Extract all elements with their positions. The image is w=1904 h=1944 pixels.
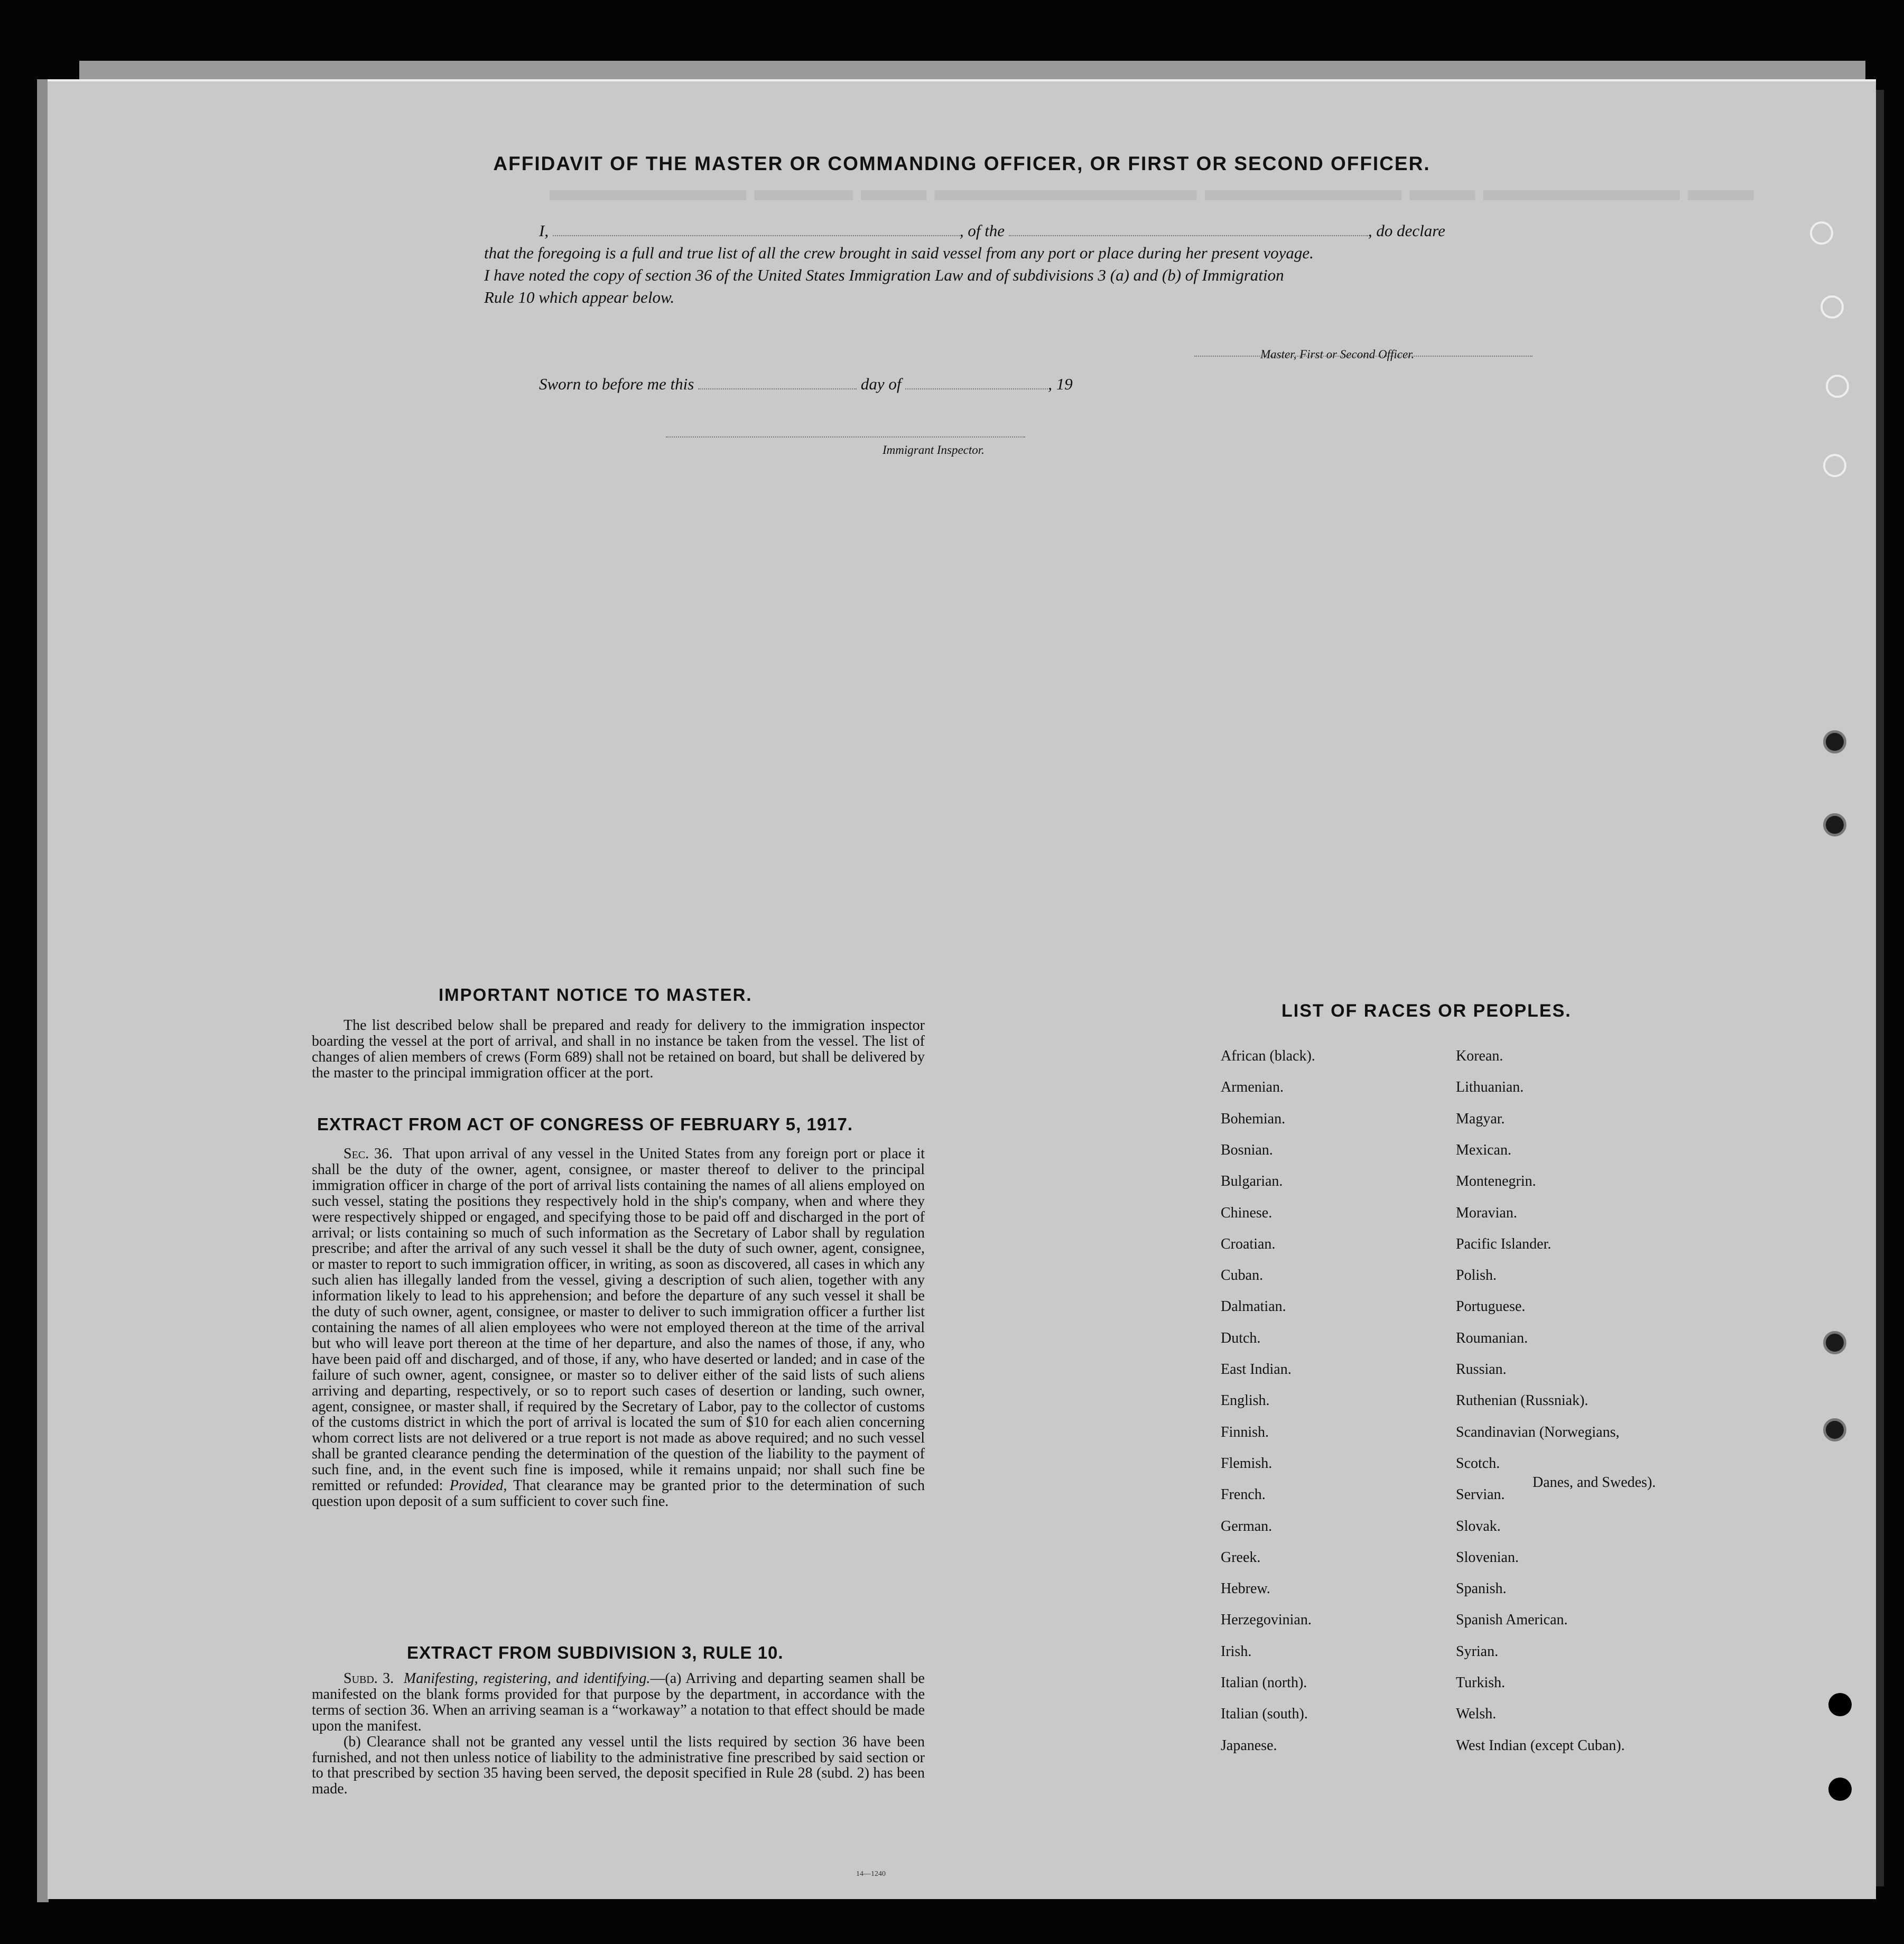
race-item: Portuguese. <box>1456 1298 1526 1315</box>
race-item-scandinavian-cont: Danes, and Swedes). <box>1533 1474 1656 1491</box>
race-item: Italian (north). <box>1221 1675 1307 1691</box>
act-paragraph-end: That clearance may be granted prior to the determination of such question upon deposit of a sum sufficient to cover such fine. <box>312 1477 925 1510</box>
master-signature-label: Master, First or Second Officer. <box>1260 348 1415 361</box>
races-title: LIST OF RACES OR PEOPLES. <box>1281 1001 1572 1021</box>
race-item: Roumanian. <box>1456 1329 1528 1346</box>
race-item: Slovak. <box>1456 1518 1501 1534</box>
rule-heading: Manifesting, registering, and identifying. <box>403 1670 651 1687</box>
race-item: Greek. <box>1221 1549 1261 1566</box>
page-stack-edge-top <box>79 61 1865 82</box>
race-item: Scotch. <box>1456 1455 1500 1472</box>
race-item: Spanish American. <box>1456 1612 1568 1629</box>
punch-hole <box>1826 375 1849 398</box>
rule-title: EXTRACT FROM SUBDIVISION 3, RULE 10. <box>407 1643 784 1662</box>
punch-hole <box>1821 295 1844 319</box>
race-item: Polish. <box>1456 1267 1497 1284</box>
race-item: Servian. <box>1456 1486 1505 1503</box>
sworn-day-blank[interactable] <box>698 376 857 389</box>
act-section: Sec. 36. <box>343 1146 393 1162</box>
declaration-i: I, <box>539 221 549 240</box>
document-page <box>48 79 1876 1899</box>
race-item: Croatian. <box>1221 1235 1276 1252</box>
inspector-signature-line[interactable] <box>666 424 1025 438</box>
act-text <box>312 1146 925 1510</box>
punch-hole <box>1823 813 1846 836</box>
notice-paragraph: The list described below shall be prepared and ready for delivery to the immigration inspector boarding the vessel at the port of arrival, and shall in no instance be taken from the vessel. The list of changes of alien members of crews (Form 689) shall not be retained on board, but shall be delivered by the master to the principal immigration officer at the port. <box>312 1017 925 1081</box>
race-item: Bohemian. <box>1221 1110 1286 1127</box>
race-item: Russian. <box>1456 1361 1507 1378</box>
race-item: Korean. <box>1456 1048 1503 1064</box>
affidavit-title: AFFIDAVIT OF THE MASTER OR COMMANDING OFFICER, OR FIRST OR SECOND OFFICER. <box>493 153 1431 174</box>
race-item: Syrian. <box>1456 1643 1499 1660</box>
race-item: Dutch. <box>1221 1329 1261 1346</box>
race-item: Irish. <box>1221 1643 1252 1660</box>
race-item: Dalmatian. <box>1221 1298 1286 1315</box>
punch-hole <box>1823 454 1846 477</box>
race-item: Bulgarian. <box>1221 1173 1283 1190</box>
race-item: Scandinavian (Norwegians, <box>1456 1424 1620 1440</box>
act-provided: Provided, <box>449 1477 507 1494</box>
rule-a: —(a) Arriving and departing seamen shall be manifested on the blank forms provided for that purpose by the department, in accordance with the terms of section 36. When an arriving seaman is a “workaway” a notation to that effect should be made upon the manifest. <box>312 1670 925 1734</box>
punch-hole <box>1823 730 1846 754</box>
race-item: Pacific Islander. <box>1456 1235 1552 1252</box>
race-item: Montenegrin. <box>1456 1173 1536 1190</box>
race-item: West Indian (except Cuban). <box>1456 1737 1625 1754</box>
race-item: English. <box>1221 1392 1270 1409</box>
rule-b: (b) Clearance shall not be granted any vessel until the lists required by section 36 have been furnished, and not then unless notice of liability to the administrative fine prescribed by said section or to that prescribed by section 35 having been served, the deposit specified in Rule 28 (subd. 2) has been made. <box>312 1733 925 1798</box>
notice-text <box>312 1018 925 1081</box>
declaration-of-the: , of the <box>959 221 1005 240</box>
rule-text <box>312 1671 925 1797</box>
punch-hole <box>1828 1778 1852 1801</box>
declaration-line-1 <box>539 221 1445 240</box>
race-item: Mexican. <box>1456 1141 1511 1158</box>
race-item: Japanese. <box>1221 1737 1277 1754</box>
race-item: Chinese. <box>1221 1204 1273 1221</box>
race-item: Welsh. <box>1456 1706 1497 1723</box>
sworn-line <box>539 375 1073 394</box>
race-item: Turkish. <box>1456 1675 1506 1691</box>
race-item: Armenian. <box>1221 1079 1284 1096</box>
sworn-day-of: day of <box>860 375 902 393</box>
notice-title: IMPORTANT NOTICE TO MASTER. <box>439 985 753 1004</box>
declaration-do-declare: , do declare <box>1368 221 1445 240</box>
form-number: 14—1240 <box>856 1870 886 1878</box>
act-title: EXTRACT FROM ACT OF CONGRESS OF FEBRUARY 5, 1917. <box>317 1114 853 1134</box>
declaration-line-2: that the foregoing is a full and true list of all the crew brought in said vessel from any port or place during her present voyage. <box>484 244 1314 262</box>
race-item: Flemish. <box>1221 1455 1273 1472</box>
race-item: German. <box>1221 1518 1273 1534</box>
vessel-blank[interactable] <box>1009 222 1368 236</box>
race-item: Magyar. <box>1456 1110 1505 1127</box>
race-item: Italian (south). <box>1221 1706 1308 1723</box>
page-stack-edge-left <box>37 79 49 1902</box>
race-item: African (black). <box>1221 1048 1315 1064</box>
race-item: French. <box>1221 1486 1266 1503</box>
race-item: Moravian. <box>1456 1204 1517 1221</box>
race-item: Slovenian. <box>1456 1549 1519 1566</box>
declaration-line-3: I have noted the copy of section 36 of the United States Immigration Law and of subdivisions 3 (a) and (b) of Immigration <box>484 266 1284 284</box>
race-item: East Indian. <box>1221 1361 1292 1378</box>
race-item: Hebrew. <box>1221 1580 1270 1597</box>
bleed-through-text: ▬▬ ▬▬▬▬▬▬ ▬▬ ▬▬▬▬▬▬ ▬▬▬▬▬▬▬▬ ▬▬ ▬▬▬ ▬▬▬▬▬▬ <box>550 172 1754 208</box>
race-item: Herzegovinian. <box>1221 1612 1312 1629</box>
punch-hole <box>1823 1331 1846 1354</box>
sworn-year: , 19 <box>1048 375 1073 393</box>
rule-subd: Subd. 3. <box>343 1670 394 1687</box>
race-item: Spanish. <box>1456 1580 1507 1597</box>
race-item: Finnish. <box>1221 1424 1269 1440</box>
name-blank[interactable] <box>553 222 960 236</box>
race-item: Cuban. <box>1221 1267 1264 1284</box>
punch-hole <box>1823 1418 1846 1441</box>
sworn-month-blank[interactable] <box>905 376 1048 389</box>
act-paragraph: That upon arrival of any vessel in the United States from any foreign port or place it shall be the duty of the owner, agent, consignee, or master thereof to deliver to the principal immigration officer in charge of the port of arrival lists containing the names of all aliens employed on such vessel, stating the positions they respectively hold in the ship's company, when and where they were respectively shipped or engaged, and specifying those to be paid off and discharged in the port of arrival; or lists containing so much of such information as the Secretary of Labor shall by regulation prescribe; and after the arrival of any such vessel it shall be the duty of such owner, agent, consignee, or master to report to such immigration officer, in writing, as soon as discovered, all cases in which any such alien has illegally landed from the vessel, giving a description of such alien, together with any information likely to lead to his apprehension; and before the departure of any such vessel it shall be the duty of such owner, agent, consignee, or master to deliver to such immigration officer a further list containing the names of all alien employees who were not employed thereon at the time of the arrival but who will leave port thereon at the time of her departure, and also the names of those, if any, who have been paid off and discharged, and of those, if any, who have deserted or landed; and in case of the failure of such owner, agent, consignee, or master so to deliver either of the said lists of such aliens arriving and departing, respectively, or so to report such cases of desertion or landing, such owner, agent, consignee, or master shall, if required by the Secretary of Labor, pay to the collector of customs of the customs district in which the port of arrival is located the sum of $10 for each alien concerning whom correct lists are not delivered or a true report is not made as above required; and no such vessel shall be granted clearance pending the determination of the question of the liability to the payment of such fine, and, in the event such fine is imposed, while it remains unpaid; nor shall such fine be remitted or refunded: <box>312 1146 925 1494</box>
inspector-signature-label: Immigrant Inspector. <box>883 443 984 457</box>
declaration-line-4: Rule 10 which appear below. <box>484 288 675 306</box>
sworn-text: Sworn to before me this <box>539 375 694 393</box>
race-item: Bosnian. <box>1221 1141 1273 1158</box>
punch-hole <box>1810 221 1833 245</box>
race-item: Lithuanian. <box>1456 1079 1524 1096</box>
race-item: Ruthenian (Russniak). <box>1456 1392 1589 1409</box>
punch-hole <box>1828 1693 1852 1716</box>
